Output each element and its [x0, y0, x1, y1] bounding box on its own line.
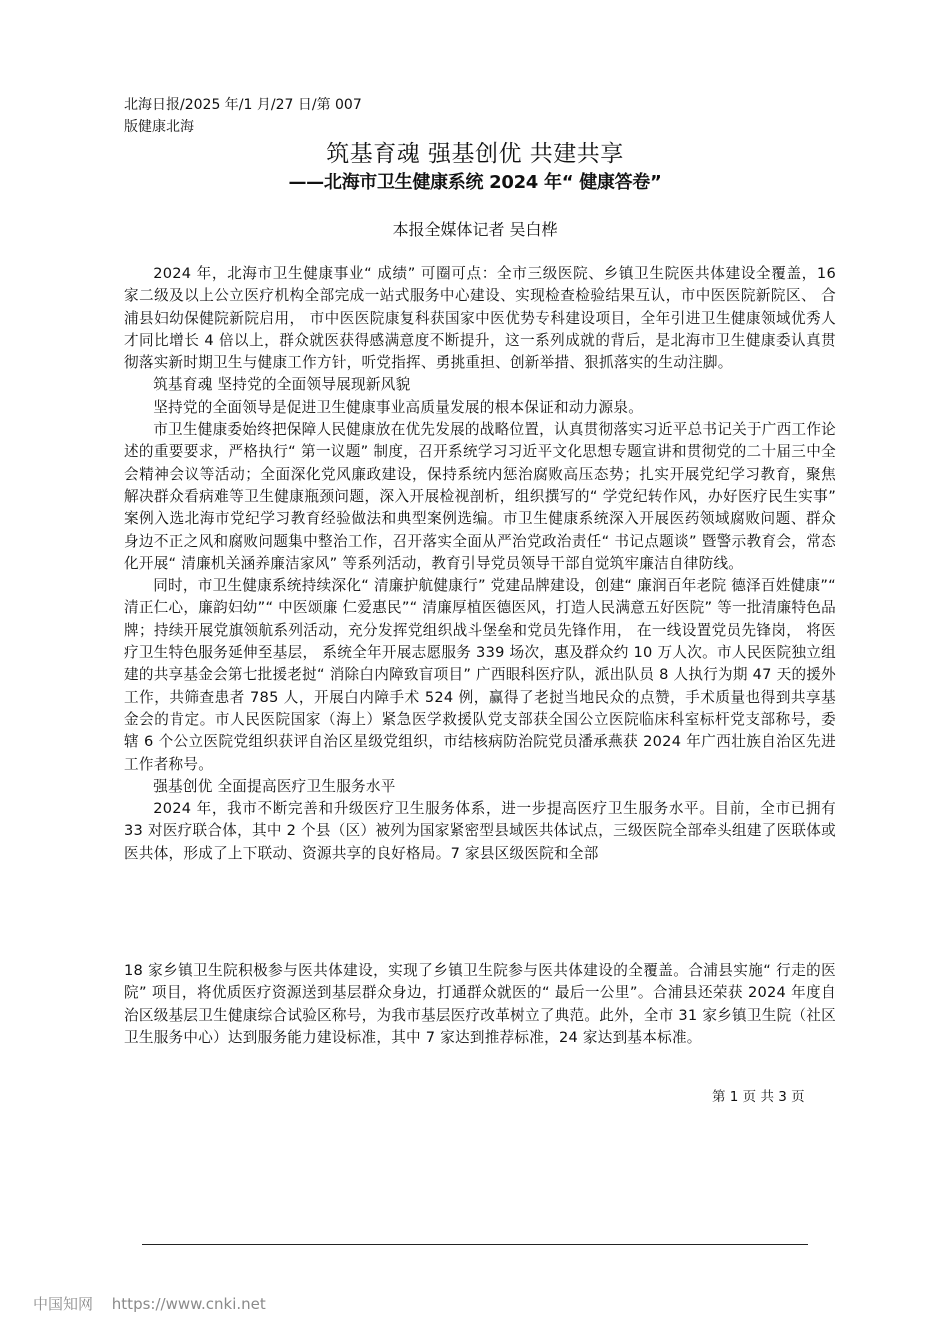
paragraph: 同时，市卫生健康系统持续深化“ 清廉护航健康行” 党建品牌建设，创建“ 廉润百年老院 德泽百姓健康”“ 清正仁心，廉韵妇幼”“ 中医颂廉 仁爱惠民”“ 清廉厚植医德医风，打造人民满意五好医院” 等一批清廉特色品牌；持续开展党旗领航系列活动，充分发挥党组织战斗堡垒和党员先锋作用， 在一线设置党员先锋岗， 将医疗卫生特色服务延伸至基层， 系统全年开展志愿服务 339 场次，惠及群众约 10 万人次。市人民医院独立组建的共享基金会第七批援老挝“ 消除白内障致盲项目” 广西眼科医疗队，派出队员 8 人执行为期 47 天的援外工作，共筛查患者 785 人，开展白内障手术 524 例，赢得了老挝当地民众的点赞，手术质量也得到共享基金会的肯定。市人民医院国家（海上）紧急医学救援队党支部获全国公立医院临床科室标杆党支部称号，委辖 6 个公立医院党组织获评自治区星级党组织，市结核病防治院党员潘承燕获 2024 年广西壮族自治区先进工作者称号。: [124, 577, 836, 773]
cnki-logo-text: 中国知网: [33, 1295, 94, 1313]
paragraph-intro: 2024 年，北海市卫生健康事业“ 成绩” 可圈可点：全市三级医院、乡镇卫生院医共体建设全覆盖，16 家二级及以上公立医疗机构全部完成一站式服务中心建设、实现检查检验结果互认，市中医医院新院区、 合浦县妇幼保健院新院启用， 市中医医院康复科获国家中医优势专科建设项目，全年引进卫生健康领域优秀人才同比增长 4 倍以上，群众就医获得感满意度不断提升，这一系列成就的背后，是北海市卫生健康委认真贯彻落实新时期卫生与健康工作方针，听党指挥、勇挑重担、创新举措、狠抓落实的生动注脚。: [124, 265, 836, 372]
footer-watermark: [33, 1293, 280, 1315]
section-heading: 强基创优 全面提高医疗卫生服务水平: [153, 777, 396, 795]
source-info: [124, 94, 424, 138]
source-line-1: 北海日报/2025 年/1 月/27 日/第 007: [124, 97, 362, 113]
footer-divider: [142, 1244, 808, 1245]
paragraph: 市卫生健康委始终把保障人民健康放在优先发展的战略位置，认真贯彻落实习近平总书记关于广西工作论述的重要要求，严格执行“ 第一议题” 制度，召开系统学习习近平文化思想专题宣讲和贯彻党的二十届三中全会精神会议等活动；全面深化党风廉政建设，保持系统内惩治腐败高压态势；扎实开展党纪学习教育，聚焦解决群众看病难等卫生健康瓶颈问题，深入开展检视剖析，组织撰写的“ 学党纪转作风，办好医疗民生实事” 案例入选北海市党纪学习教育经验做法和典型案例选编。市卫生健康系统深入开展医药领域腐败问题、群众身边不正之风和腐败问题集中整治工作，召开落实全面从严治党政治责任“ 书记点题谈” 暨警示教育会，常态化开展“ 清廉机关涵养廉洁家风” 等系列活动，教育引导党员领导干部自觉筑牢廉洁自律防线。: [124, 421, 837, 572]
page-number: 第 1 页 共 3 页: [712, 1089, 805, 1105]
paragraph-continuation: 18 家乡镇卫生院积极参与医共体建设，实现了乡镇卫生院参与医共体建设的全覆盖。合浦县实施“ 行走的医院” 项目，将优质医疗资源送到基层群众身边，打通群众就医的“ 最后一公里”。合浦县还荣获 2024 年度自治区级基层卫生健康综合试验区称号，为我市基层医疗改革树立了典范。此外，全市 31 家乡镇卫生院（社区卫生服务中心）达到服务能力建设标准，其中 7 家达到推荐标准，24 家达到基本标准。: [124, 962, 836, 1046]
paragraph: 2024 年，我市不断完善和升级医疗卫生服务体系，进一步提高医疗卫生服务水平。目前，全市已拥有 33 对医疗联合体，其中 2 个县（区）被列为国家紧密型县域医共体试点，三级医院全部牵头组建了医联体或医共体，形成了上下联动、资源共享的良好格局。7 家县区级医院和全部: [124, 800, 836, 862]
cnki-url[interactable]: https://www.cnki.net: [111, 1295, 266, 1313]
article-body: [124, 263, 836, 865]
section-heading: 筑基育魂 坚持党的全面领导展现新风貌: [153, 376, 411, 394]
article-byline: 本报全媒体记者 吴白桦: [392, 220, 558, 239]
article-body-continued: [124, 960, 836, 1049]
source-line-2: 版健康北海: [124, 119, 194, 135]
paragraph: 坚持党的全面领导是促进卫生健康事业高质量发展的根本保证和动力源泉。: [153, 398, 644, 416]
article-subtitle: ——北海市卫生健康系统 2024 年“ 健康答卷”: [288, 172, 662, 193]
article-title: 筑基育魂 强基创优 共建共享: [326, 141, 624, 167]
